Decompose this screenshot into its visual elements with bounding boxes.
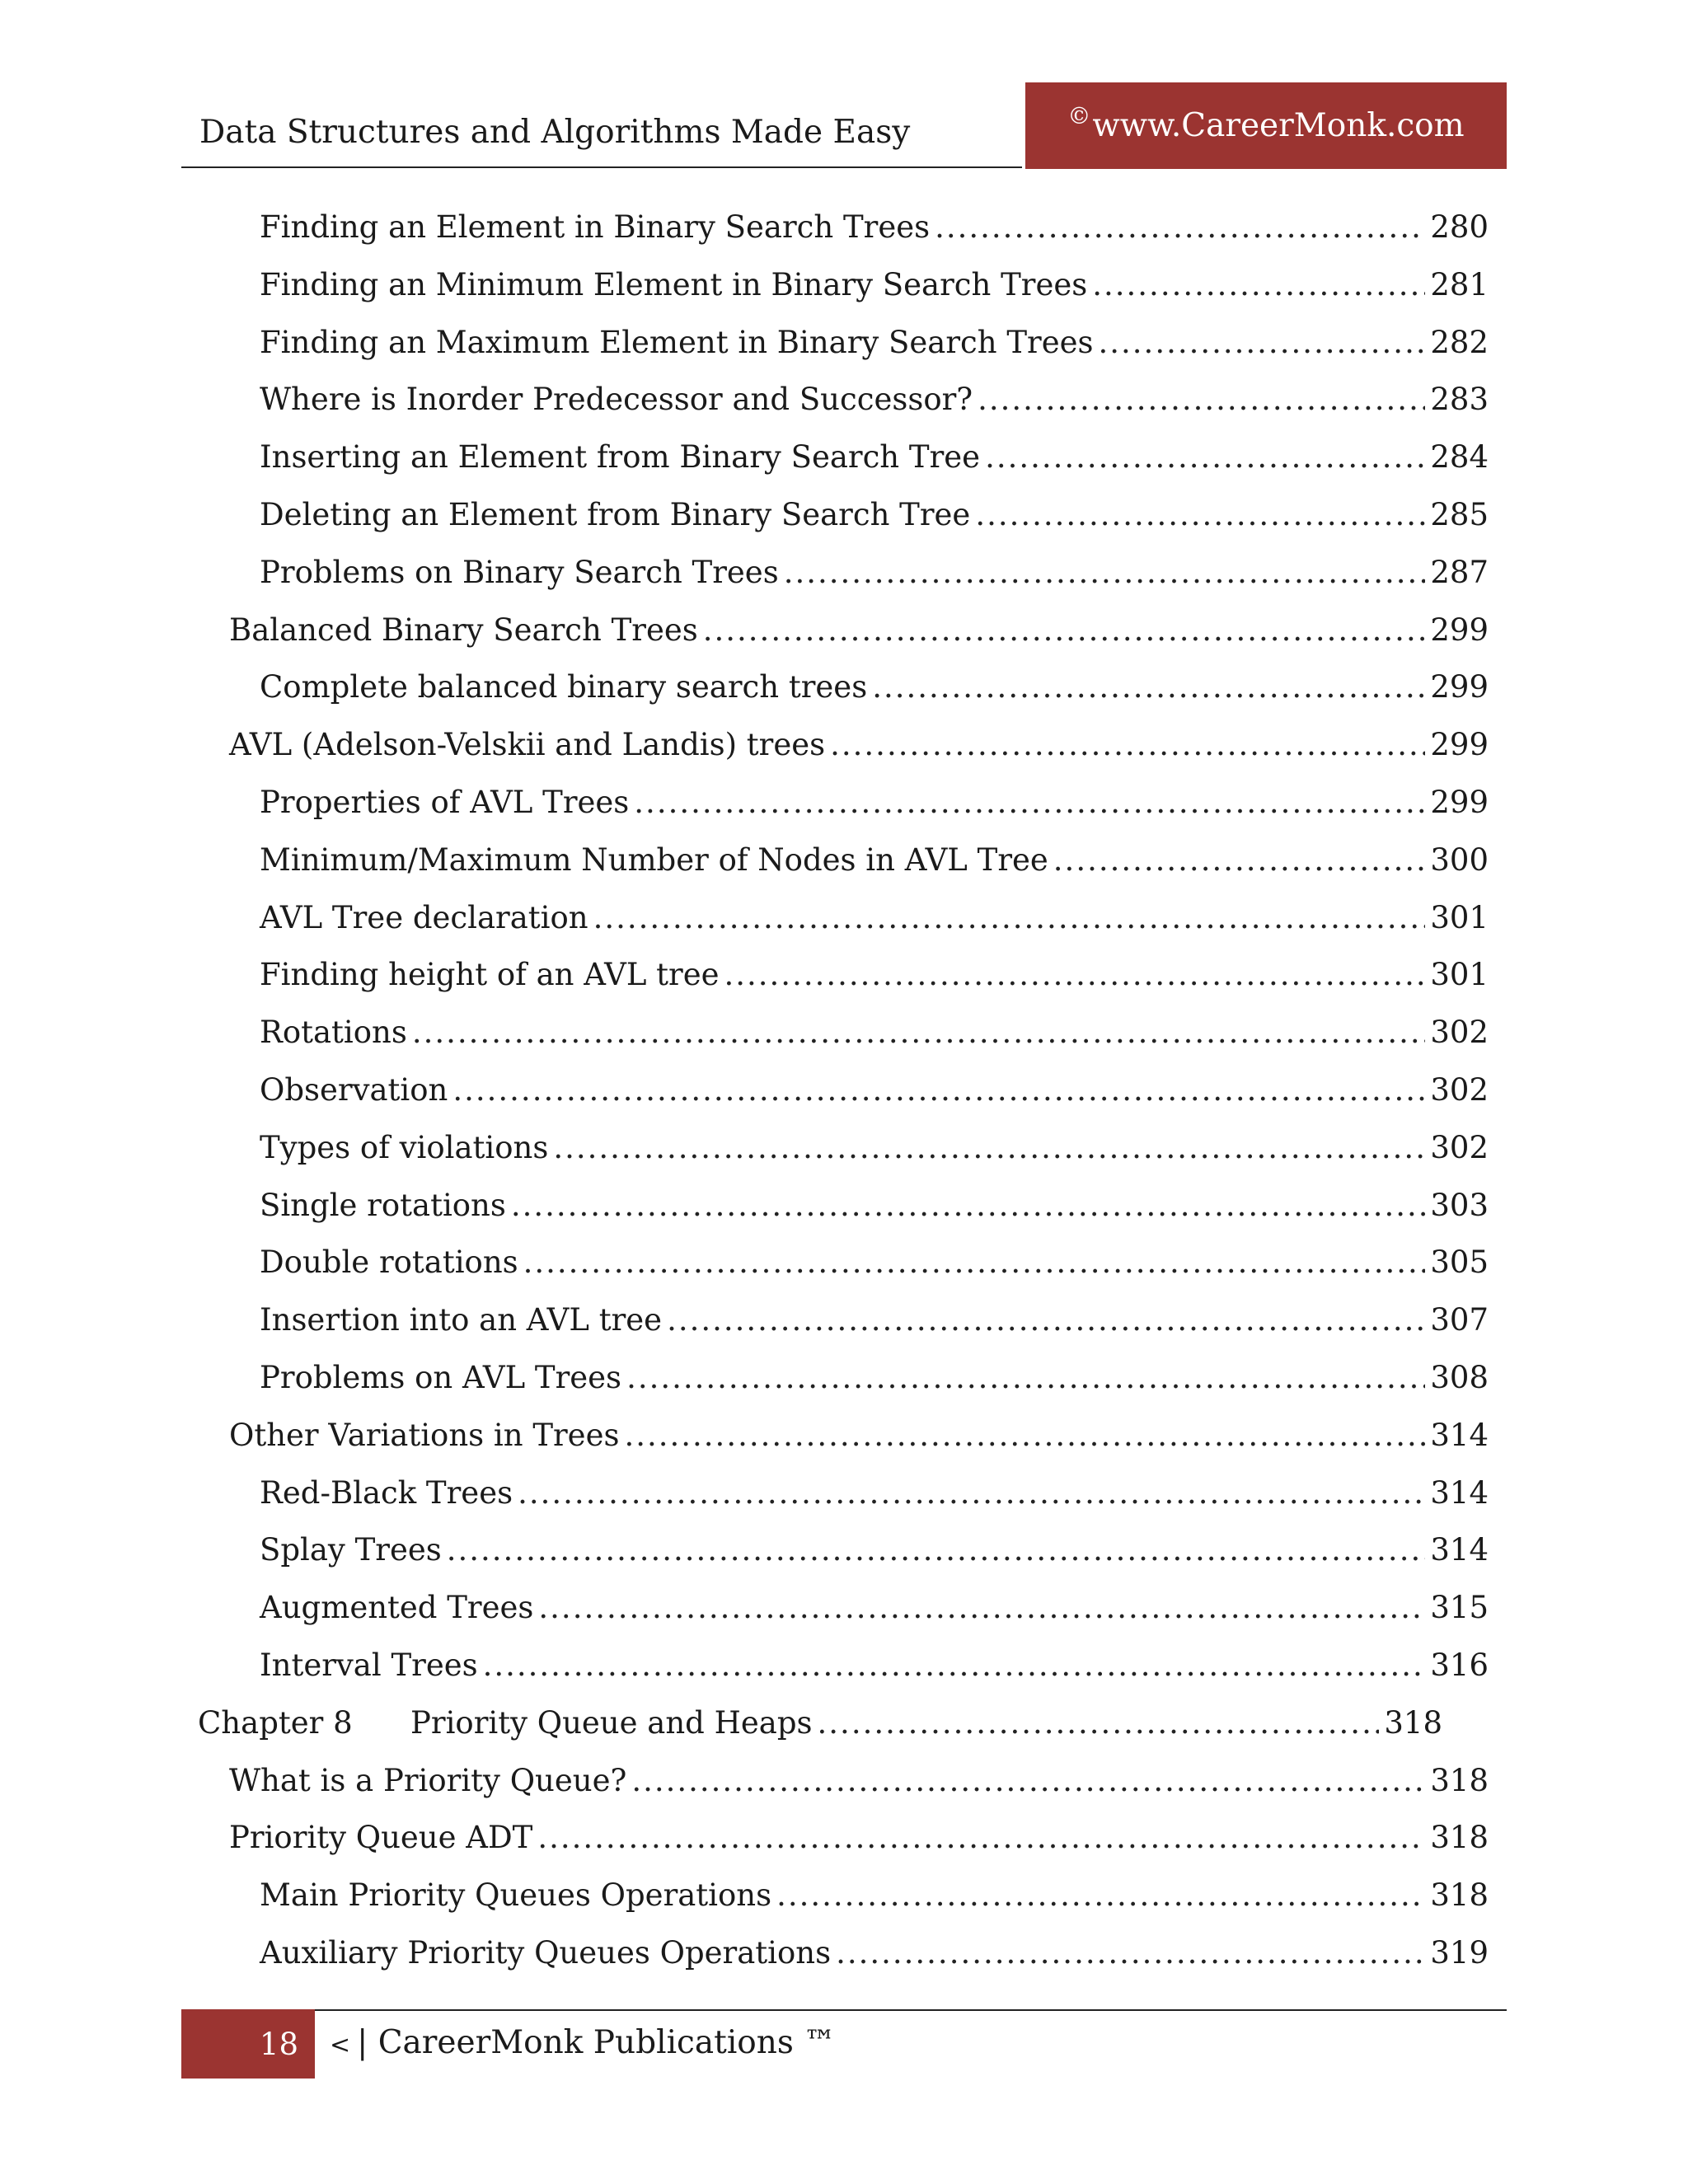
- toc-page-number: 302: [1430, 1129, 1489, 1165]
- toc-entry[interactable]: [229, 727, 1489, 773]
- toc-page-number: 319: [1430, 1935, 1489, 1971]
- dot-leader: [626, 1360, 1425, 1395]
- page-number: 18: [259, 2026, 298, 2062]
- toc-page-number: 302: [1430, 1015, 1489, 1051]
- toc-entry-title: Double rotations: [260, 1244, 518, 1281]
- dot-leader: [703, 612, 1426, 648]
- dot-leader: [724, 957, 1426, 992]
- toc-page-number: 281: [1430, 266, 1489, 302]
- toc-page-number: 307: [1430, 1302, 1489, 1338]
- copyright-symbol: ©: [1067, 102, 1091, 129]
- toc-entry[interactable]: [260, 497, 1489, 543]
- toc-page-number: 280: [1430, 209, 1489, 245]
- dot-leader: [667, 1302, 1425, 1338]
- toc-entry[interactable]: [260, 900, 1489, 946]
- dot-leader: [631, 1763, 1425, 1798]
- toc-page-number: 303: [1430, 1187, 1489, 1223]
- toc-entry-title: Other Variations in Trees: [229, 1417, 620, 1453]
- publisher-name: CareerMonk Publications ™: [377, 2024, 837, 2061]
- toc-entry-title: AVL (Adelson-Velskii and Landis) trees: [229, 727, 826, 763]
- toc-entry-title: Finding height of an AVL tree: [260, 957, 720, 993]
- toc-page-number: 299: [1430, 612, 1489, 648]
- toc-entry-title: Splay Trees: [260, 1532, 442, 1568]
- toc-entry-title: Augmented Trees: [260, 1590, 534, 1626]
- dot-leader: [553, 1130, 1425, 1165]
- toc-entry-title: AVL Tree declaration: [260, 899, 588, 935]
- page-header: [181, 82, 1507, 169]
- toc-chapter-entry[interactable]: [198, 1705, 1442, 1751]
- toc-entry-title: Properties of AVL Trees: [260, 785, 630, 820]
- dot-leader: [523, 1244, 1426, 1280]
- toc-entry-title: Red-Black Trees: [260, 1474, 513, 1511]
- toc-entry-title: Deleting an Element from Binary Search Tree: [260, 497, 971, 532]
- toc-page-number: 285: [1430, 497, 1489, 532]
- dot-leader: [538, 1590, 1425, 1625]
- toc-page-number: 284: [1430, 439, 1489, 476]
- toc-entry[interactable]: [260, 1935, 1489, 1981]
- toc-entry-title: Where is Inorder Predecessor and Successor?: [260, 382, 973, 418]
- dot-leader: [624, 1418, 1425, 1453]
- toc-entry[interactable]: [229, 1820, 1489, 1866]
- toc-entry[interactable]: [260, 325, 1489, 371]
- dot-leader: [830, 727, 1425, 762]
- toc-entry[interactable]: [260, 267, 1489, 313]
- dot-leader: [776, 1877, 1425, 1913]
- toc-entry[interactable]: [260, 1647, 1489, 1694]
- toc-entry[interactable]: [260, 1532, 1489, 1578]
- header-rule: [181, 166, 1022, 168]
- toc-entry[interactable]: [260, 1360, 1489, 1406]
- dot-leader: [537, 1820, 1425, 1855]
- toc-entry-title: Priority Queue ADT: [229, 1820, 533, 1856]
- dot-leader: [784, 555, 1426, 590]
- toc-entry-title: Main Priority Queues Operations: [260, 1877, 772, 1914]
- toc-entry-title: Minimum/Maximum Number of Nodes in AVL Tree: [260, 841, 1048, 878]
- toc-entry[interactable]: [260, 1244, 1489, 1291]
- toc-page-number: 282: [1430, 324, 1489, 360]
- toc-entry[interactable]: [229, 612, 1489, 658]
- toc-page-number: 301: [1430, 957, 1489, 993]
- toc-entry-title: Inserting an Element from Binary Search Tree: [260, 439, 981, 476]
- dot-leader: [836, 1935, 1425, 1971]
- toc-entry[interactable]: [260, 555, 1489, 601]
- toc-page-number: 318: [1430, 1820, 1489, 1856]
- toc-entry[interactable]: [260, 1015, 1489, 1061]
- toc-page-number: 318: [1430, 1877, 1489, 1914]
- dot-leader: [1099, 325, 1426, 360]
- toc-page-number: 302: [1430, 1072, 1489, 1108]
- toc-entry[interactable]: [260, 1877, 1489, 1924]
- dot-leader: [483, 1647, 1426, 1683]
- toc-entry-title: What is a Priority Queue?: [229, 1762, 627, 1798]
- toc-page-number: 283: [1430, 382, 1489, 418]
- toc-chapter-number: Chapter 8: [198, 1704, 353, 1741]
- dot-leader: [872, 669, 1425, 705]
- dot-leader: [1053, 842, 1426, 878]
- toc-entry-title: Problems on Binary Search Trees: [260, 554, 779, 590]
- toc-entry[interactable]: [260, 785, 1489, 831]
- toc-entry[interactable]: [260, 439, 1489, 485]
- toc-page-number: 316: [1430, 1647, 1489, 1683]
- toc-page-number: 308: [1430, 1360, 1489, 1395]
- website-link[interactable]: www.CareerMonk.com: [1092, 107, 1465, 144]
- footer-publisher: [330, 2024, 836, 2061]
- toc-page-number: 314: [1430, 1474, 1489, 1511]
- toc-entry[interactable]: [229, 1763, 1489, 1809]
- toc-page-number: 318: [1430, 1762, 1489, 1798]
- page-number-badge: [181, 2009, 315, 2079]
- dot-leader: [447, 1532, 1426, 1568]
- toc-entry-title: Single rotations: [260, 1187, 506, 1223]
- dot-leader: [452, 1072, 1425, 1108]
- toc-page-number: 315: [1430, 1590, 1489, 1626]
- toc-entry-title: Balanced Binary Search Trees: [229, 612, 698, 648]
- dot-leader: [1092, 267, 1425, 302]
- dot-leader: [818, 1705, 1380, 1741]
- toc-entry-title: Auxiliary Priority Queues Operations: [260, 1935, 832, 1971]
- toc-entry[interactable]: [260, 1475, 1489, 1521]
- dot-leader: [412, 1015, 1426, 1050]
- toc-entry-title: Finding an Minimum Element in Binary Search Trees: [260, 266, 1088, 302]
- toc-page-number: 299: [1430, 669, 1489, 705]
- toc-entry-title: Complete balanced binary search trees: [260, 669, 868, 705]
- toc-page-number: 299: [1430, 785, 1489, 820]
- dot-leader: [511, 1188, 1426, 1223]
- toc-page-number: 300: [1430, 841, 1489, 878]
- toc-entry[interactable]: [260, 957, 1489, 1003]
- toc-entry-title: Finding an Element in Binary Search Trees: [260, 209, 931, 245]
- toc-entry-title: Priority Queue and Heaps: [410, 1704, 813, 1741]
- toc-page-number: 299: [1430, 727, 1489, 763]
- toc-page-number: 318: [1384, 1704, 1442, 1741]
- toc-entry[interactable]: [260, 1130, 1489, 1176]
- toc-entry[interactable]: [260, 382, 1489, 428]
- toc-entry[interactable]: [260, 1188, 1489, 1234]
- toc-entry-title: Types of violations: [260, 1129, 549, 1165]
- toc-entry[interactable]: [260, 842, 1489, 888]
- dot-leader: [985, 439, 1425, 475]
- toc-page-number: 287: [1430, 554, 1489, 590]
- book-title: Data Structures and Algorithms Made Easy: [199, 114, 911, 151]
- toc-page-number: 314: [1430, 1417, 1489, 1453]
- footer-lt: <: [330, 2031, 351, 2060]
- toc-entry[interactable]: [260, 209, 1489, 255]
- toc-entry-title: Problems on AVL Trees: [260, 1360, 622, 1395]
- toc-entry-title: Insertion into an AVL tree: [260, 1302, 663, 1338]
- website-badge: [1025, 82, 1507, 169]
- toc-entry-title: Interval Trees: [260, 1647, 478, 1683]
- dot-leader: [593, 900, 1426, 935]
- dot-leader: [975, 497, 1425, 532]
- footer-rule: [181, 2009, 1507, 2011]
- toc-entry-title: Observation: [260, 1072, 448, 1108]
- toc-page-number: 305: [1430, 1244, 1489, 1281]
- footer-separator: |: [357, 2024, 368, 2061]
- dot-leader: [634, 785, 1425, 820]
- toc-entry[interactable]: [229, 1418, 1489, 1464]
- toc-entry[interactable]: [260, 669, 1489, 715]
- toc-entry-title: Rotations: [260, 1015, 407, 1051]
- dot-leader: [935, 209, 1425, 245]
- toc-entry[interactable]: [260, 1072, 1489, 1118]
- toc-page-number: 301: [1430, 899, 1489, 935]
- dot-leader: [518, 1475, 1425, 1511]
- toc-entry-title: Finding an Maximum Element in Binary Search Trees: [260, 324, 1094, 360]
- toc-entry[interactable]: [260, 1590, 1489, 1636]
- toc-page-number: 314: [1430, 1532, 1489, 1568]
- dot-leader: [978, 382, 1425, 417]
- toc-entry[interactable]: [260, 1302, 1489, 1348]
